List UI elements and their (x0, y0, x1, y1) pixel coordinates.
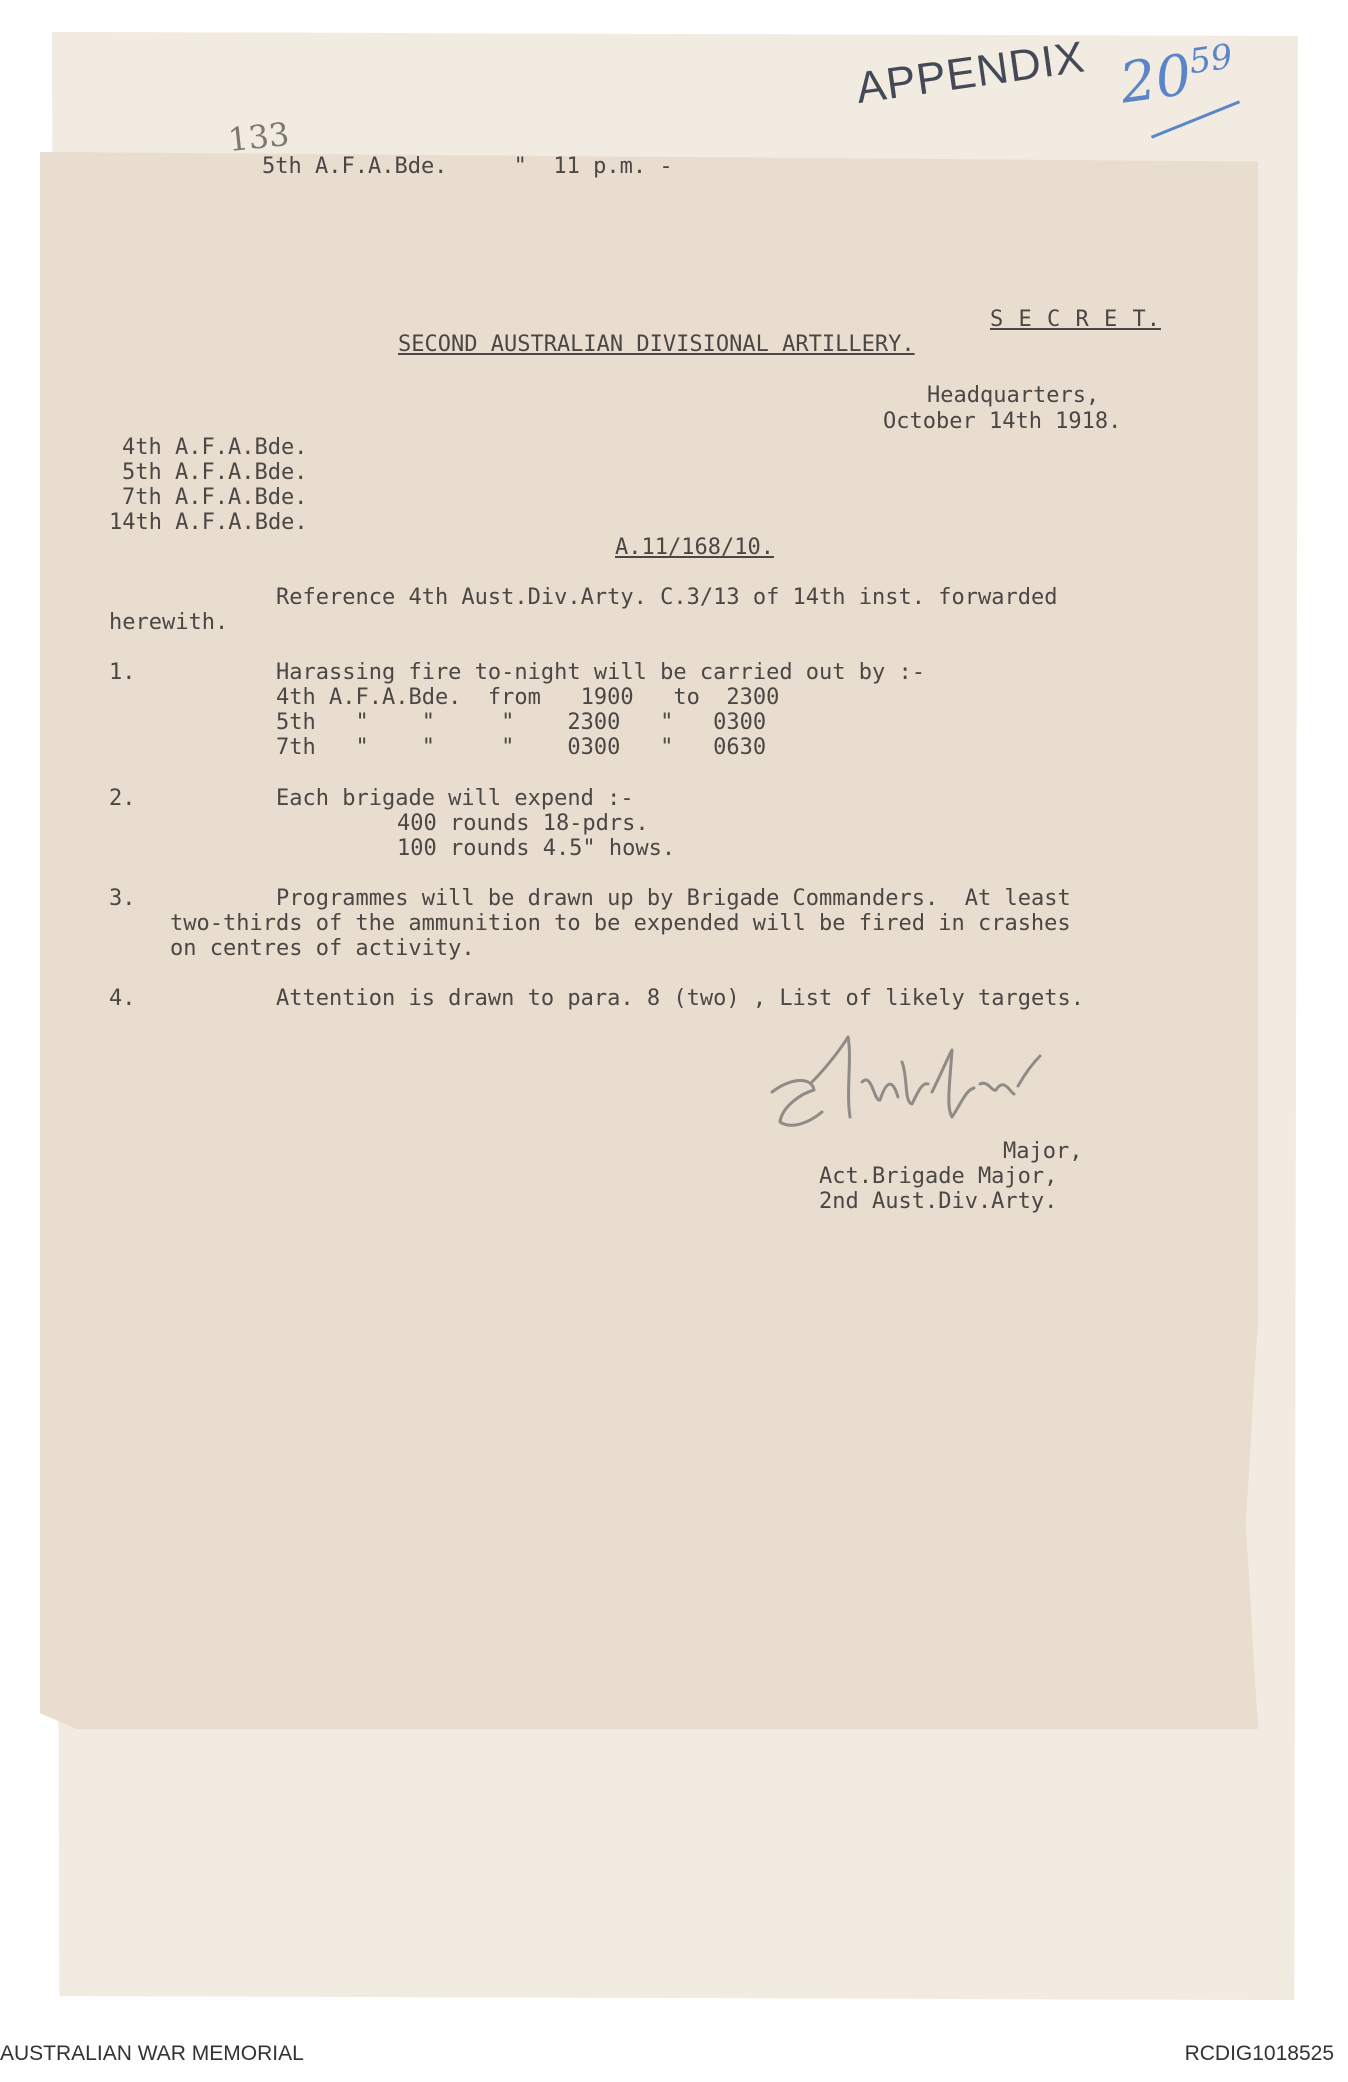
reference-number: A.11/168/10. (615, 535, 774, 560)
para-3-line-1: Programmes will be drawn up by Brigade Commanders. At least (276, 886, 1071, 911)
addressee: 4th A.F.A.Bde. (122, 435, 308, 460)
para-3-number: 3. (109, 886, 136, 911)
appendix-stamp: APPENDIX (853, 32, 1089, 114)
para-4-number: 4. (109, 986, 136, 1011)
addressee: 5th A.F.A.Bde. (122, 460, 308, 485)
classification: S E C R E T. (990, 307, 1161, 332)
signature-role: Act.Brigade Major, (819, 1164, 1058, 1189)
addressee: 7th A.F.A.Bde. (122, 485, 308, 510)
para-2-line-1: 400 rounds 18-pdrs. (397, 811, 649, 836)
schedule-row: 7th " " " 0300 " 0630 (276, 735, 767, 760)
para-2-text: Each brigade will expend :- (276, 786, 634, 811)
para-2-number: 2. (109, 786, 136, 811)
para-1-text: Harassing fire to-night will be carried out by :- (276, 660, 926, 685)
footer-right: RCDIG1018525 (1184, 2042, 1334, 2065)
signature-unit: 2nd Aust.Div.Arty. (819, 1189, 1058, 1214)
overlap-line: 5th A.F.A.Bde. " 11 p.m. - (262, 154, 673, 179)
schedule-row: 4th A.F.A.Bde. from 1900 to 2300 (276, 685, 780, 710)
para-3-line-2: two-thirds of the ammunition to be expended will be fired in crashes (170, 911, 1071, 936)
document-heading: SECOND AUSTRALIAN DIVISIONAL ARTILLERY. (398, 332, 915, 357)
signature-rank: Major, (1003, 1139, 1083, 1164)
footer-left: AUSTRALIAN WAR MEMORIAL (0, 2042, 304, 2065)
hq-line-2: October 14th 1918. (883, 409, 1122, 434)
para-4-text: Attention is drawn to para. 8 (two) , List of likely targets. (276, 986, 1084, 1011)
para-3-line-3: on centres of activity. (170, 936, 475, 961)
para-2-line-2: 100 rounds 4.5" hows. (397, 836, 676, 861)
folio-sup: 59 (1186, 36, 1236, 83)
addressee: 14th A.F.A.Bde. (109, 510, 308, 535)
pencil-page-number: 133 (226, 114, 291, 160)
intro-line-2: herewith. (109, 610, 229, 635)
intro-line-1: Reference 4th Aust.Div.Arty. C.3/13 of 14th inst. forwarded (276, 585, 1058, 610)
schedule-row: 5th " " " 2300 " 0300 (276, 710, 767, 735)
para-1-number: 1. (109, 660, 136, 685)
hq-line-1: Headquarters, (927, 383, 1100, 408)
folio-main: 20 (1116, 42, 1196, 117)
